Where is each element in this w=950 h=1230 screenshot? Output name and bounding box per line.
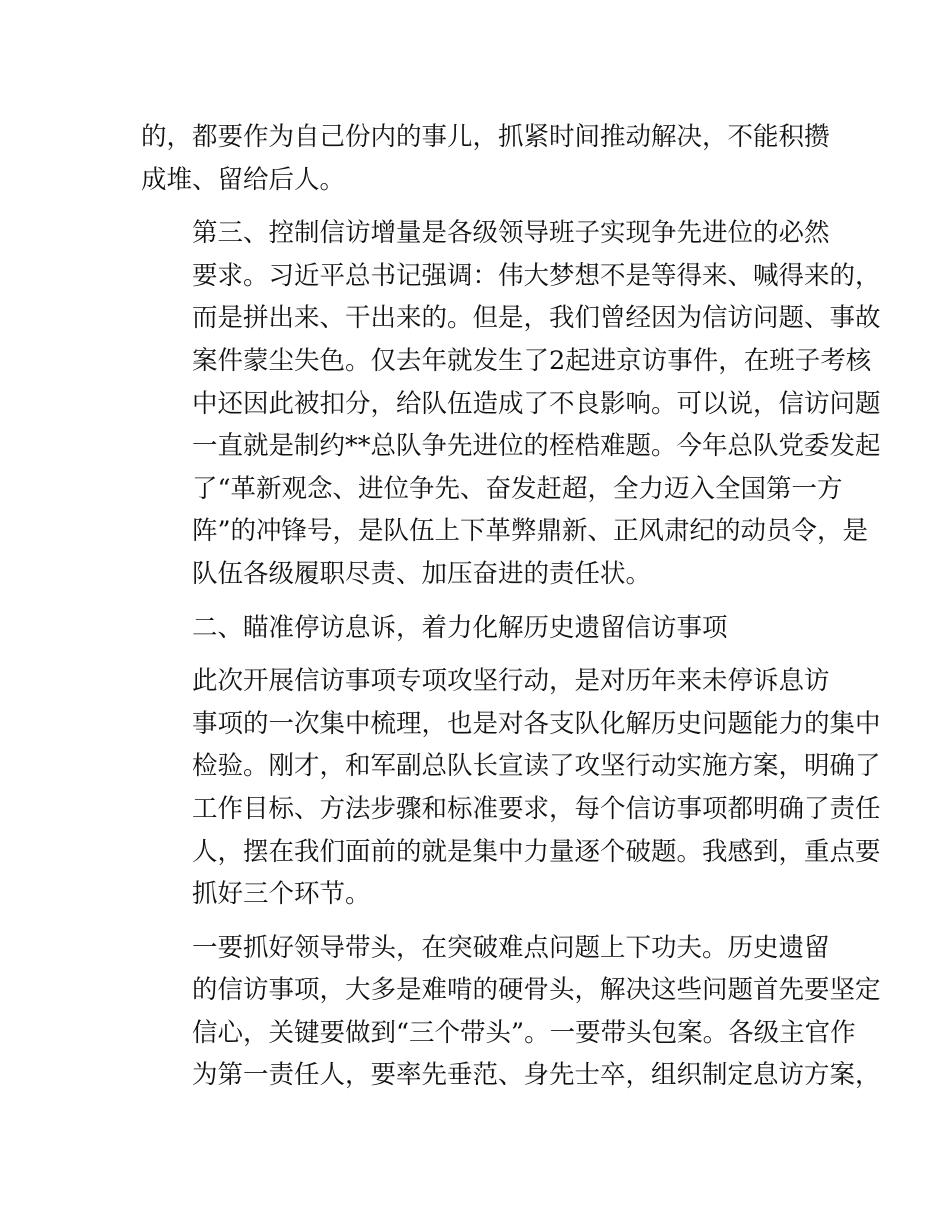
text-line: 一直就是制约**总队争先进位的桎梏难题。今年总队党委发起 — [192, 431, 881, 462]
text-line: 成堆、留给后人。 — [141, 164, 346, 195]
document-body — [141, 116, 881, 1108]
text-line: 二、瞄准停访息诉，着力化解历史遗留信访事项 — [192, 612, 728, 643]
text-line: 阵”的冲锋号，是队伍上下革弊鼎新、正风肃纪的动员令，是 — [192, 516, 869, 547]
text-line: 中还因此被扣分，给队伍造成了不良影响。可以说，信访问题 — [192, 388, 881, 419]
text-line: 的，都要作为自己份内的事儿，抓紧时间推动解决，不能积攒 — [141, 122, 830, 152]
text-line: 为第一责任人，要率先垂范、身先士卒，组织制定息访方案， — [192, 1060, 881, 1091]
text-line: 检验。刚才，和军副总队长宣读了攻坚行动实施方案，明确了 — [192, 751, 881, 782]
paragraph — [141, 607, 811, 650]
text-line: 此次开展信访事项专项攻坚行动，是对历年来未停诉息访 — [192, 666, 830, 697]
text-line: 抓好三个环节。 — [192, 879, 371, 910]
text-line: 人，摆在我们面前的就是集中力量逐个破题。我感到，重点要 — [192, 836, 881, 867]
text-line: 的信访事项，大多是难啃的硬骨头，解决这些问题首先要坚定 — [192, 975, 881, 1006]
text-line: 工作目标、方法步骤和标准要求，每个信访事项都明确了责任 — [192, 793, 881, 824]
text-line: 要求。习近平总书记强调：伟大梦想不是等得来、喊得来的， — [192, 260, 881, 291]
paragraph — [141, 116, 830, 201]
text-line: 而是拼出来、干出来的。但是，我们曾经因为信访问题、事故 — [192, 303, 881, 334]
text-line: 信心，关键要做到“三个带头”。一要带头包案。各级主官作 — [192, 1017, 856, 1048]
paragraph — [141, 660, 881, 916]
text-line: 一要抓好领导带头，在突破难点问题上下功夫。历史遗留 — [192, 932, 830, 963]
paragraph — [141, 212, 881, 595]
text-line: 案件蒙尘失色。仅去年就发生了2起进京访事件，在班子考核 — [192, 345, 872, 376]
text-line: 队伍各级履职尽责、加压奋进的责任状。 — [192, 558, 652, 589]
paragraph — [141, 927, 881, 1097]
text-line: 了“革新观念、进位争先、奋发赶超，全力迈入全国第一方 — [192, 473, 843, 504]
text-line: 事项的一次集中梳理，也是对各支队化解历史问题能力的集中 — [192, 708, 881, 739]
text-line: 第三、控制信访增量是各级领导班子实现争先进位的必然 — [192, 218, 830, 249]
